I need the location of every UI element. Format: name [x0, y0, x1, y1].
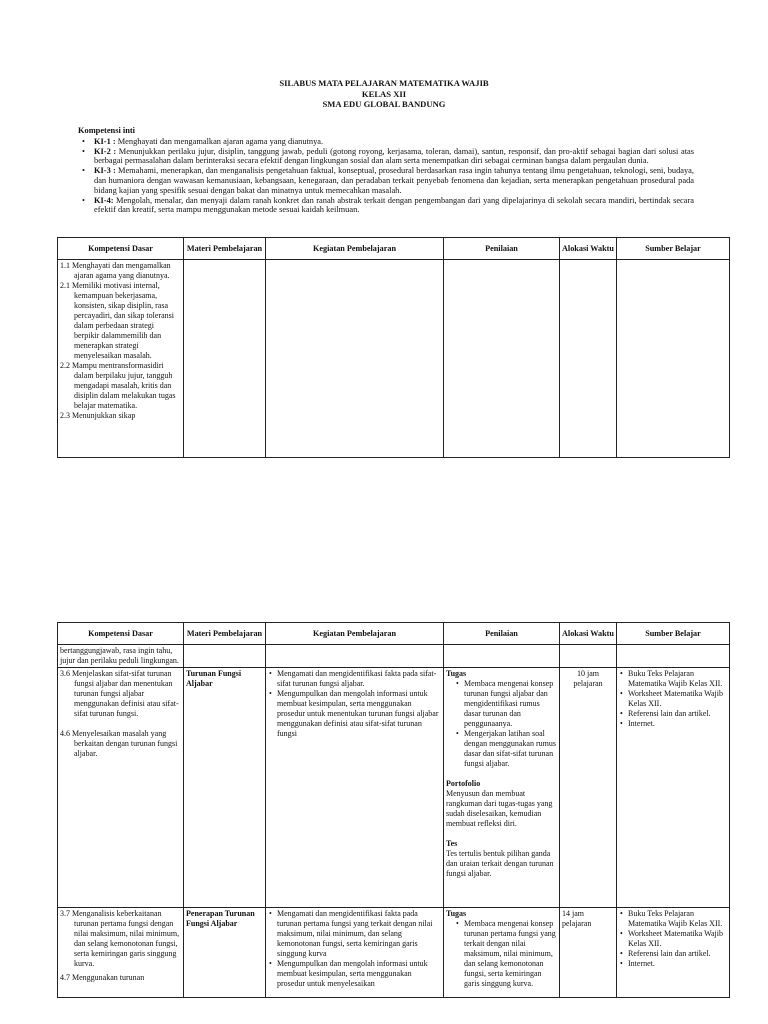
ki-text: Menghayati dan mengamalkan ajaran agama yang dianutnya. — [115, 136, 324, 146]
sumber-item: • Internet. — [628, 959, 727, 969]
ki-heading: Kompetensi inti — [78, 126, 135, 135]
sumber-cell — [617, 908, 730, 998]
alokasi-cell: 14 jam pelajaran — [560, 908, 617, 998]
kompetensi-inti-section — [78, 126, 694, 215]
sumber-cell — [617, 645, 730, 668]
kd-cell — [58, 260, 184, 458]
tes-label: Tes — [446, 839, 458, 848]
sumber-item: • Internet. — [628, 719, 727, 729]
kd-entry: 4.6 Menyelesaikan masalah yang berkaitan dengan turunan fungsi aljabar. — [60, 729, 178, 758]
kegiatan-item: • Mengumpulkan dan mengolah informasi untuk membuat kesimpulan, serta menggunakan prosedur untuk menentukan turunan fungsi aljabar menggunakan definisi atau sifat-sifat turunan fungsi — [277, 689, 441, 739]
col-header-materi: Materi Pembelajaran — [184, 238, 266, 260]
ki-label: KI-2 : — [94, 146, 117, 156]
kd-entry — [60, 411, 181, 421]
ki-text: Memahami, menerapkan, dan menganalisis pengetahuan faktual, konseptual, prosedural berdasarkan rasa ingin tahunya tentang ilmu pengetahuan, teknologi, seni, budaya, dan humaniora dengan wawasan kemanusiaan, kebangsaan, kenegaraan, dan peradaban terkait penyebab fenomena dan kejadian, serta menerapkan pengetahuan prosedural pada bidang kajian yang spesifik sesuai dengan bakat dan minatnya untuk memecahkan masalah. — [94, 166, 694, 195]
kd-entry: 3.7 Menganalisis keberkaitanan turunan pertama fungsi dengan nilai maksimum, nilai minimum, dan selang kemonotonan fungsi, serta kemiringan garis singgung kurva. — [60, 909, 180, 968]
materi-cell: Turunan Fungsi Aljabar — [184, 668, 266, 908]
sumber-list — [619, 909, 727, 969]
header-row — [58, 623, 730, 645]
title-line-3: SMA EDU GLOBAL BANDUNG — [322, 99, 446, 109]
kd-carry-cell: bertanggungjawab, rasa ingin tahu, jujur dan perilaku peduli lingkungan. — [58, 645, 184, 668]
table-row — [58, 668, 730, 908]
kd-entry: 3.6 Menjelaskan sifat-sifat turunan fungsi aljabar dan menentukan turunan fungsi aljabar menggunakan definisi atau sifat- sifat turunan fungsi. — [60, 669, 179, 718]
kegiatan-cell — [266, 668, 444, 908]
kegiatan-cell — [266, 908, 444, 998]
title-line-2: KELAS XII — [361, 88, 407, 99]
table-row — [58, 908, 730, 998]
col-header-materi: Materi Pembelajaran — [184, 623, 266, 645]
col-header-kd: Kompetensi Dasar — [58, 238, 184, 260]
sumber-item: • Referensi lain dan artikel. — [628, 709, 727, 719]
kegiatan-item: • Mengamati dan mengidentifikasi fakta pada turunan pertama fungsi yang terkait dengan nilai maksimum, nilai minimum, dan selang kemonotonan fungsi, serta kemiringan garis singgung kurva — [277, 909, 441, 959]
sumber-item: • Referensi lain dan artikel. — [628, 949, 727, 959]
alokasi-cell: 10 jam pelajaran — [560, 668, 617, 908]
ki-label: KI-4: — [94, 195, 114, 205]
sumber-cell — [617, 260, 730, 458]
tugas-item: • Membaca mengenai konsep turunan pertama fungsi yang terkait dengan nilai maksimum, nilai minimum, dan selang kemonotonan fungsi, serta kemiringan garis singgung kurva. — [464, 919, 557, 989]
kegiatan-item: • Mengumpulkan dan mengolah informasi untuk membuat kesimpulan, serta menggunakan prosedur untuk menyelesaikan — [277, 959, 441, 989]
materi-cell — [184, 645, 266, 668]
kegiatan-item: • Mengamati dan mengidentifikasi fakta pada sifat-sifat turunan fungsi aljabar. — [277, 669, 441, 689]
tugas-label: Tugas — [446, 669, 467, 678]
col-header-kd: Kompetensi Dasar — [58, 623, 184, 645]
kd-text: Memiliki motivasi internal, kemampuan bekerjasama, konsisten, sikap disiplin, rasa percayadiri, dan sikap toleransi dalam perbedaan strategi berpikir dalammemilih dan menerapkan strategi menyelesaikan masalah. — [72, 281, 174, 360]
tugas-item: • Mengerjakan latihan soal dengan menggunakan rumus dasar dan sifat-sifat turunan fungsi aljabar. — [464, 729, 557, 769]
ki-label: KI-1 : — [94, 136, 116, 146]
penilaian-cell — [444, 260, 560, 458]
tugas-item: • Membaca mengenai konsep turunan fungsi aljabar dan mengidentifikasi rumus dasar turunan dan penggunaanya. — [464, 679, 557, 729]
col-header-penilaian: Penilaian — [444, 623, 560, 645]
col-header-penilaian: Penilaian — [444, 238, 560, 260]
kd-number: 2.1 — [60, 281, 70, 290]
document-title — [0, 78, 768, 110]
col-header-alokasi: Alokasi Waktu — [560, 238, 617, 260]
ki-list — [78, 137, 694, 215]
alokasi-cell — [560, 260, 617, 458]
col-header-sumber: Sumber Belajar — [617, 623, 730, 645]
kd-entry: 4.7 Menggunakan turunan — [60, 973, 145, 982]
kegiatan-cell — [266, 645, 444, 668]
sumber-item: • Buku Teks Pelajaran Matematika Wajib Kelas XII. — [628, 669, 727, 689]
portofolio-text: Menyusun dan membuat rangkuman dari tugas-tugas yang sudah diselesaikan, kemudian membuat refleksi diri. — [446, 789, 553, 828]
tugas-label: Tugas — [446, 909, 467, 918]
alokasi-cell — [560, 645, 617, 668]
header-row — [58, 238, 730, 260]
kd-cell — [58, 908, 184, 998]
col-header-kegiatan: Kegiatan Pembelajaran — [266, 238, 444, 260]
kd-number: 2.3 — [60, 411, 70, 420]
table-row — [58, 645, 730, 668]
syllabus-table-1 — [57, 237, 730, 458]
table-row — [58, 260, 730, 458]
sumber-item: • Worksheet Matematika Wajib Kelas XII. — [628, 689, 727, 709]
sumber-list — [619, 669, 727, 729]
sumber-cell — [617, 668, 730, 908]
syllabus-table-2 — [57, 622, 730, 998]
col-header-sumber: Sumber Belajar — [617, 238, 730, 260]
ki-item — [94, 196, 694, 216]
penilaian-cell — [444, 668, 560, 908]
kd-text: Mampu mentransformasidiri dalam berpilaku jujur, tangguh mengadapi masalah, kritis dan disiplin dalam melakukan tugas belajar matematika. — [72, 361, 176, 410]
ki-item — [94, 137, 694, 147]
kegiatan-list — [268, 909, 441, 989]
kd-text: Menghayati dan mengamalkan ajaran agama yang dianutnya. — [72, 261, 171, 280]
materi-cell — [184, 260, 266, 458]
kd-entry — [60, 281, 181, 361]
kd-cell — [58, 668, 184, 908]
penilaian-cell — [444, 645, 560, 668]
kd-entry — [60, 261, 181, 281]
portofolio-label: Portofolio — [446, 779, 481, 788]
kd-text: Menunjukkan sikap — [72, 411, 136, 420]
tugas-list — [446, 679, 557, 769]
penilaian-cell — [444, 908, 560, 998]
sumber-item: • Worksheet Matematika Wajib Kelas XII. — [628, 929, 727, 949]
kd-number: 2.2 — [60, 361, 70, 370]
ki-item — [94, 147, 694, 167]
ki-label: KI-3 : — [94, 166, 116, 176]
ki-item — [94, 166, 694, 195]
tugas-list — [446, 919, 557, 989]
col-header-alokasi: Alokasi Waktu — [560, 623, 617, 645]
kegiatan-cell — [266, 260, 444, 458]
ki-text: Menunjukkan perilaku jujur, disiplin, tanggung jawab, peduli (gotong royong, kerjasama, toleran, damai), santun, responsif, dan pro-aktif sebagai bagian dari solusi atas berbagai permasalahan dalam berinteraksi secara efektif dengan lingkungan sosial dan alam serta menempatkan diri sebagai cerminan bangsa dalam pergaulan dunia. — [94, 146, 694, 166]
col-header-kegiatan: Kegiatan Pembelajaran — [266, 623, 444, 645]
kegiatan-list — [268, 669, 441, 739]
sumber-item: • Buku Teks Pelajaran Matematika Wajib Kelas XII. — [628, 909, 727, 929]
kd-entry — [60, 361, 181, 411]
title-line-1: SILABUS MATA PELAJARAN MATEMATIKA WAJIB — [279, 78, 489, 88]
tes-text: Tes tertulis bentuk pilihan ganda dan uraian terkait dengan turunan fungsi aljabar. — [446, 849, 554, 878]
kd-number: 1.1 — [60, 261, 70, 270]
materi-cell: Penerapan Turunan Fungsi Aljabar — [184, 908, 266, 998]
ki-text: Mengolah, menalar, dan menyaji dalam ranah konkret dan ranah abstrak terkait dengan pengembangan dari yang dipelajarinya di sekolah secara mandiri, bertindak secara efektif dan kreatif, serta mampu menggunakan metode sesuai kaidah keilmuan. — [94, 195, 694, 215]
